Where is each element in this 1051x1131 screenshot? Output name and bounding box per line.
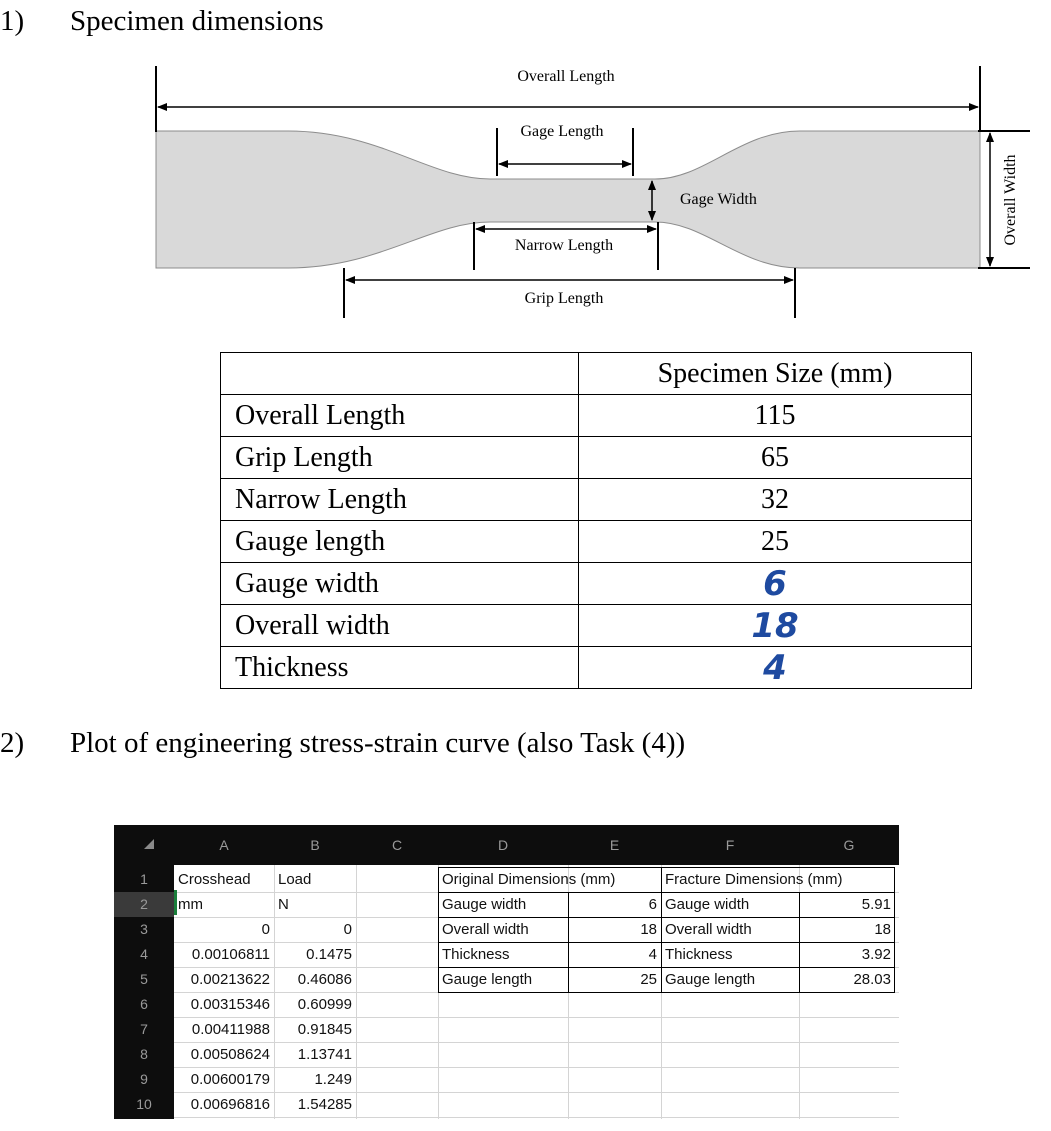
row-label: Narrow Length xyxy=(221,479,579,521)
section-1-title: Specimen dimensions xyxy=(70,5,324,37)
cell-b10[interactable]: 1.54285 xyxy=(297,1096,352,1113)
cell-g3[interactable]: 18 xyxy=(874,921,891,938)
cell-b8[interactable]: 1.13741 xyxy=(297,1046,352,1063)
column-header-bar xyxy=(114,825,899,865)
cell-e5[interactable]: 25 xyxy=(640,971,657,988)
cell-a7[interactable]: 0.00411988 xyxy=(191,1021,270,1038)
cell-e4[interactable]: 4 xyxy=(648,946,657,963)
table-row xyxy=(221,521,972,563)
row-header-selected[interactable]: 2 xyxy=(114,892,174,917)
cell-a4[interactable]: 0.00106811 xyxy=(191,946,270,963)
gage-width-label: Gage Width xyxy=(680,191,757,208)
row-header[interactable]: 8 xyxy=(140,1046,148,1062)
row-label: Gauge length xyxy=(221,521,579,563)
cell-f1-fracture-title[interactable]: Fracture Dimensions (mm) xyxy=(665,871,843,888)
row-value: 25 xyxy=(579,521,972,563)
table-row xyxy=(221,479,972,521)
row-header-bar xyxy=(114,865,174,1119)
gage-length-label: Gage Length xyxy=(520,123,604,140)
cell-g2[interactable]: 5.91 xyxy=(861,896,891,913)
table-header-size: Specimen Size (mm) xyxy=(579,353,972,395)
handwritten-value: 18 xyxy=(579,605,972,647)
cell-d4[interactable]: Thickness xyxy=(442,946,510,963)
section-2-number: 2) xyxy=(0,727,25,759)
table-row xyxy=(221,563,972,605)
cell-a2[interactable]: mm xyxy=(178,896,203,913)
cell-f2[interactable]: Gauge width xyxy=(665,896,750,913)
cell-e2[interactable]: 6 xyxy=(648,896,657,913)
narrow-length-label: Narrow Length xyxy=(514,237,614,254)
overall-length-label: Overall Length xyxy=(517,68,615,85)
row-label: Overall width xyxy=(221,605,579,647)
row-header[interactable]: 1 xyxy=(140,871,148,887)
row-label: Thickness xyxy=(221,647,579,689)
column-header-f[interactable]: F xyxy=(725,837,735,853)
column-header-b[interactable]: B xyxy=(310,837,320,853)
row-value: 32 xyxy=(579,479,972,521)
cell-d3[interactable]: Overall width xyxy=(442,921,529,938)
row-header[interactable]: 6 xyxy=(140,996,148,1012)
row-header[interactable]: 7 xyxy=(140,1021,148,1037)
specimen-size-table xyxy=(220,352,972,689)
cell-f5[interactable]: Gauge length xyxy=(665,971,756,988)
column-header-c[interactable]: C xyxy=(391,837,403,853)
row-value: 65 xyxy=(579,437,972,479)
row-label: Gauge width xyxy=(221,563,579,605)
cell-f3[interactable]: Overall width xyxy=(665,921,752,938)
cell-a3[interactable]: 0 xyxy=(261,921,270,938)
column-header-e[interactable]: E xyxy=(609,837,620,853)
section-2-title: Plot of engineering stress-strain curve (also Task (4)) xyxy=(70,727,686,759)
handwritten-value: 4 xyxy=(579,647,972,689)
cell-b3[interactable]: 0 xyxy=(343,921,352,938)
table-row xyxy=(221,647,972,689)
section-1-number: 1) xyxy=(0,5,25,37)
row-label: Grip Length xyxy=(221,437,579,479)
cell-b2[interactable]: N xyxy=(278,896,289,913)
handwritten-value: 6 xyxy=(579,563,972,605)
row-value: 115 xyxy=(579,395,972,437)
row-header[interactable]: 9 xyxy=(140,1071,148,1087)
table-row xyxy=(221,605,972,647)
column-header-d[interactable]: D xyxy=(497,837,509,853)
cell-b4[interactable]: 0.1475 xyxy=(306,946,352,963)
row-header[interactable]: 5 xyxy=(140,971,148,987)
row-label: Overall Length xyxy=(221,395,579,437)
table-header-row xyxy=(221,353,972,395)
cell-b9[interactable]: 1.249 xyxy=(314,1071,352,1088)
overall-width-label: Overall Width xyxy=(1002,154,1019,246)
cell-b7[interactable]: 0.91845 xyxy=(297,1021,352,1038)
cell-a10[interactable]: 0.00696816 xyxy=(190,1096,270,1113)
table-header-blank xyxy=(221,353,579,395)
select-all-corner-icon[interactable] xyxy=(144,839,154,849)
row-header[interactable]: 3 xyxy=(140,921,148,937)
cell-e3[interactable]: 18 xyxy=(640,921,657,938)
cell-d5[interactable]: Gauge length xyxy=(442,971,533,988)
column-header-a[interactable]: A xyxy=(219,837,229,853)
active-cell-marker xyxy=(174,890,177,915)
row-header[interactable]: 10 xyxy=(136,1096,152,1112)
column-header-g[interactable]: G xyxy=(843,837,855,853)
grip-length-label: Grip Length xyxy=(524,290,604,307)
cell-a8[interactable]: 0.00508624 xyxy=(190,1046,270,1063)
cell-d2[interactable]: Gauge width xyxy=(442,896,527,913)
row-header[interactable]: 4 xyxy=(140,946,148,962)
cell-a1[interactable]: Crosshead xyxy=(178,871,251,888)
cell-b5[interactable]: 0.46086 xyxy=(297,971,352,988)
specimen-diagram xyxy=(0,0,1051,330)
cell-d1-original-title[interactable]: Original Dimensions (mm) xyxy=(442,871,616,888)
cell-b1[interactable]: Load xyxy=(278,871,312,888)
table-row xyxy=(221,437,972,479)
cell-a5[interactable]: 0.00213622 xyxy=(190,971,270,988)
cell-g4[interactable]: 3.92 xyxy=(861,946,891,963)
cell-b6[interactable]: 0.60999 xyxy=(297,996,352,1013)
cell-f4[interactable]: Thickness xyxy=(665,946,733,963)
cell-a9[interactable]: 0.00600179 xyxy=(190,1071,270,1088)
cell-g5[interactable]: 28.03 xyxy=(853,971,891,988)
spreadsheet xyxy=(114,825,899,1119)
table-row xyxy=(221,395,972,437)
cell-a6[interactable]: 0.00315346 xyxy=(190,996,270,1013)
